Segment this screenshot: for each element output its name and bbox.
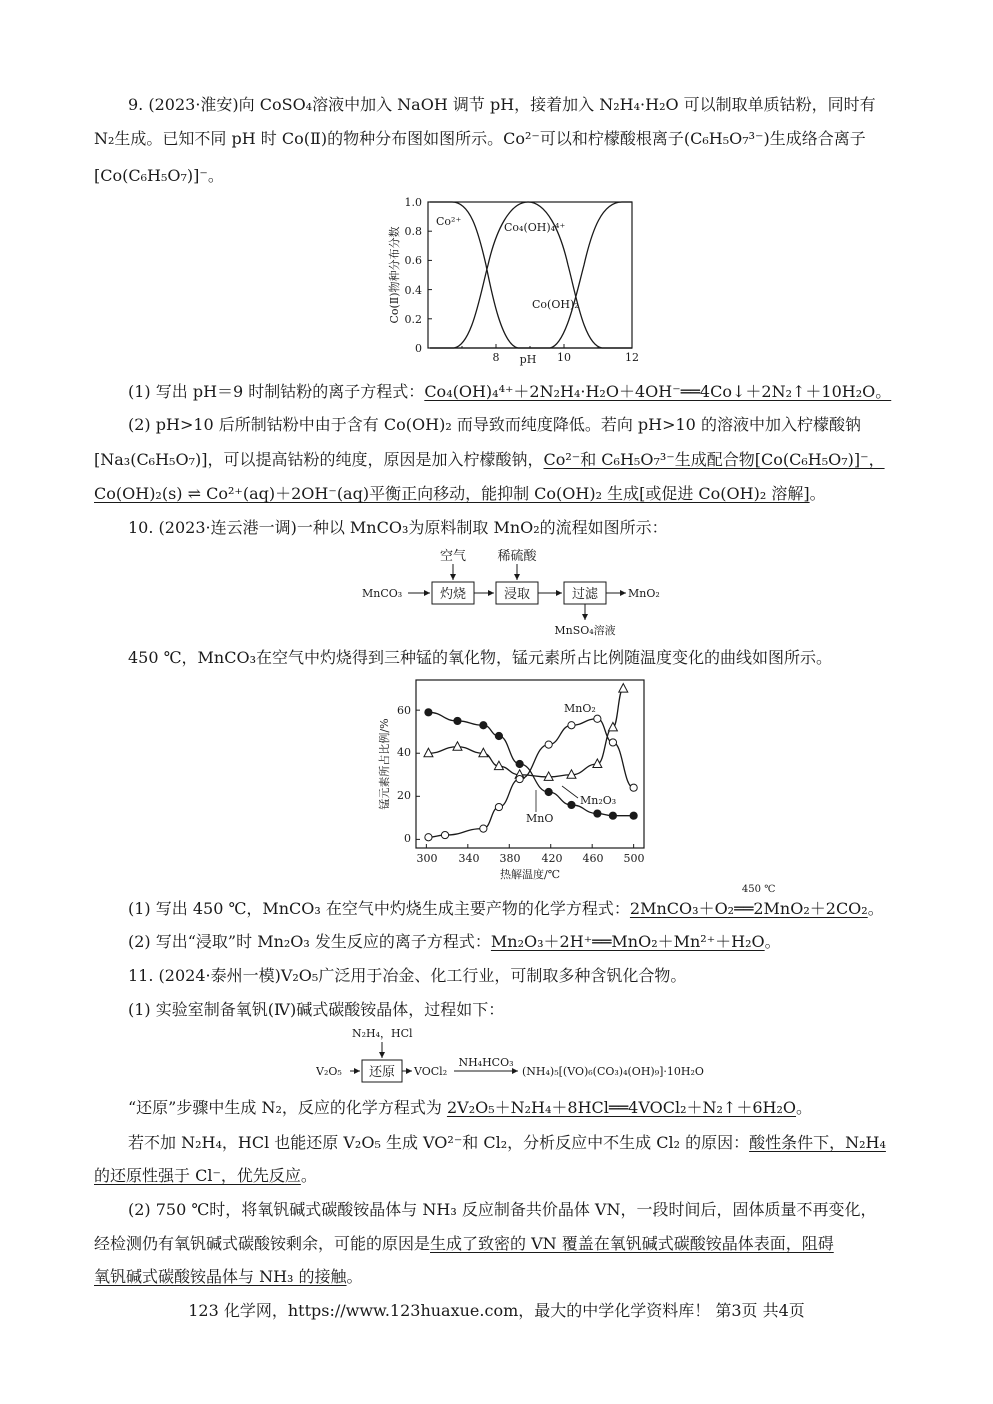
chart2-point-open-circle xyxy=(495,803,502,810)
q10-part1-suffix: 。 xyxy=(867,899,884,918)
q10-part2-suffix: 。 xyxy=(764,932,781,951)
mn-oxides-chart xyxy=(376,678,656,886)
chart2-point-filled-circle xyxy=(454,717,461,724)
flow1-step-roast: 灼烧 xyxy=(439,587,467,602)
q9-part1-answer: Co₄(OH)₄⁴⁺＋2N₂H₄·H₂O＋4OH⁻══4Co↓＋2N₂↑＋10H₂O。 xyxy=(424,382,892,401)
flow1-reagent-acid: 稀硫酸 xyxy=(497,549,537,564)
q11-nohcl-line2 xyxy=(94,1165,317,1187)
chart2-ylabel: 锰元素所占比例/% xyxy=(378,718,391,810)
chart1-label-co2: Co²⁺ xyxy=(436,215,462,228)
chart1-label-co4oh4: Co₄(OH)₄⁴⁺ xyxy=(504,221,566,234)
q9-part2-line3-suffix: 。 xyxy=(809,484,826,503)
q9-part1-prefix: (1) 写出 pH＝9 时制钴粉的离子方程式： xyxy=(128,382,425,401)
chart2-point-open-circle xyxy=(545,741,552,748)
q9-part2-line2 xyxy=(94,449,885,471)
chart1-xtick-12: 12 xyxy=(625,351,639,364)
q10-part2-answer: Mn₂O₃＋2H⁺══MnO₂＋Mn²⁺＋H₂O xyxy=(490,932,765,951)
q11-part2-line2-prefix: 经检测仍有氧钒碱式碳酸铵剩余，可能的原因是 xyxy=(94,1234,431,1253)
chart2-ytick-0: 0 xyxy=(404,832,411,845)
chart2-ytick-40: 40 xyxy=(397,746,411,759)
q9-part2-line2-answer: Co²⁻和 C₆H₅O₇³⁻生成配合物[Co(C₆H₅O₇)]⁻， xyxy=(543,450,885,469)
q9-intro-line2: N₂生成。已知不同 pH 时 Co(Ⅱ)的物种分布图如图所示。Co²⁻可以和柠檬酸根离子(C₆H₅O₇³⁻)生成络合离子 xyxy=(94,129,866,148)
flow2-output: (NH₄)₅[(VO)₆(CO₃)₄(OH)₉]·10H₂O xyxy=(522,1065,704,1078)
chart2-label-mn2o3: Mn₂O₃ xyxy=(580,794,617,807)
q11-part2-line3-suffix: 。 xyxy=(346,1267,363,1286)
flow1-step-filter: 过滤 xyxy=(571,587,599,602)
chart2-point-open-circle xyxy=(609,739,616,746)
flow2-reagent2: NH₄HCO₃ xyxy=(458,1056,514,1069)
q11-reduce-prefix: “还原”步骤中生成 N₂，反应的化学方程式为 xyxy=(128,1098,447,1117)
q9-part2-line1: (2) pH>10 后所制钴粉中由于含有 Co(OH)₂ 而导致而纯度降低。若向 pH>10 的溶液中加入柠檬酸钠 xyxy=(128,415,861,434)
q10-part1-prefix: (1) 写出 450 ℃，MnCO₃ 在空气中灼烧生成主要产物的化学方程式： xyxy=(128,899,630,918)
chart2-point-triangle xyxy=(619,684,628,693)
chart2-point-filled-circle xyxy=(609,812,616,819)
chart2-point-filled-circle xyxy=(545,788,552,795)
q10-intro: 10. (2023·连云港一调)一种以 MnCO₃为原料制取 MnO₂的流程如图所示： xyxy=(128,518,668,537)
chart1-ytick-4: 0.8 xyxy=(404,225,422,238)
chart1-label-cooh2: Co(OH)₂ xyxy=(532,298,579,311)
chart2-label-mno2: MnO₂ xyxy=(564,702,596,715)
q10-description: 450 ℃，MnCO₃在空气中灼烧得到三种锰的氧化物，锰元素所占比例随温度变化的曲线如图所示。 xyxy=(128,648,832,667)
chart2-point-open-circle xyxy=(480,825,487,832)
chart2-point-filled-circle xyxy=(568,801,575,808)
chart1-ytick-1: 0.2 xyxy=(404,313,422,326)
chart2-point-open-circle xyxy=(594,715,601,722)
q11-part2-line2-answer: 生成了致密的 VN 覆盖在氧钒碱式碳酸铵晶体表面，阻碍 xyxy=(430,1234,834,1253)
q11-reduce-answer: 2V₂O₅＋N₂H₄＋8HCl══4VOCl₂＋N₂↑＋6H₂O xyxy=(446,1098,797,1117)
q11-part2-line1: (2) 750 ℃时，将氧钒碱式碳酸铵晶体与 NH₃ 反应制备共价晶体 VN，一段时间后，固体质量不再变化， xyxy=(128,1200,877,1219)
q11-part2-line3 xyxy=(94,1266,363,1288)
q10-part1-answer: 2MnCO₃＋O₂══2MnO₂＋2CO₂ xyxy=(629,899,868,918)
chart2-point-filled-circle xyxy=(480,722,487,729)
chart2-xtick-500: 500 xyxy=(623,852,645,865)
chart1-ytick-0: 0 xyxy=(415,342,422,355)
q11-nohcl-suffix: 。 xyxy=(300,1166,317,1185)
chart1-ytick-2: 0.4 xyxy=(404,284,422,297)
flow2-mid: VOCl₂ xyxy=(414,1065,448,1078)
q11-part1: (1) 实验室制备氧钒(Ⅳ)碱式碳酸铵晶体，过程如下： xyxy=(128,1000,505,1019)
q9-part1 xyxy=(128,381,891,403)
q11-reduce-suffix: 。 xyxy=(796,1098,813,1117)
flow1-output: MnO₂ xyxy=(628,587,660,600)
q10-part2 xyxy=(128,931,781,953)
q10-part2-prefix: (2) 写出“浸取”时 Mn₂O₃ 发生反应的离子方程式： xyxy=(128,932,491,951)
chart2-xlabel: 热解温度/℃ xyxy=(499,868,561,881)
q11-nohcl-answer2: 的还原性强于 Cl⁻，优先反应 xyxy=(94,1166,301,1185)
q10-part1 xyxy=(128,884,884,920)
q11-intro: 11. (2024·泰州一模)V₂O₅广泛用于冶金、化工行业，可制取多种含钒化合物。 xyxy=(128,966,687,985)
q9-part2-line2-prefix: [Na₃(C₆H₅O₇)]，可以提高钴粉的纯度，原因是加入柠檬酸钠， xyxy=(94,450,544,469)
chart2-point-filled-circle xyxy=(594,810,601,817)
q9-intro-line3: [Co(C₆H₅O₇)]⁻。 xyxy=(94,166,224,185)
q9-part2-line3 xyxy=(94,483,826,505)
chart2-xtick-460: 460 xyxy=(582,852,604,865)
chart1-xtick-8: 8 xyxy=(492,351,500,364)
q11-reduce-equation xyxy=(128,1097,812,1119)
q11-nohcl-line1 xyxy=(128,1132,886,1154)
chart2-point-filled-circle xyxy=(516,760,523,767)
chart1-ytick-3: 0.6 xyxy=(404,254,422,267)
chart2-xtick-420: 420 xyxy=(541,852,563,865)
chart1-ytick-5: 1.0 xyxy=(404,196,422,209)
chart2-point-open-circle xyxy=(630,784,637,791)
chart2-point-open-circle xyxy=(568,722,575,729)
chart1-ylabel: Co(Ⅱ)物种分布分数 xyxy=(388,226,401,324)
co-species-chart xyxy=(370,195,670,367)
chart2-xtick-380: 380 xyxy=(499,852,521,865)
chart2-point-filled-circle xyxy=(630,812,637,819)
flow2-step-reduce: 还原 xyxy=(368,1065,396,1080)
chart2-ytick-60: 60 xyxy=(397,704,411,717)
chart2-point-triangle xyxy=(608,722,617,731)
q9-intro-line1: 9. (2023·淮安)向 CoSO₄溶液中加入 NaOH 调节 pH，接着加入 N₂H₄·H₂O 可以制取单质钴粉，同时有 xyxy=(128,95,876,114)
q11-nohcl-answer1: 酸性条件下，N₂H₄ xyxy=(749,1133,886,1152)
chart2-point-filled-circle xyxy=(495,732,502,739)
chart2-point-open-circle xyxy=(425,834,432,841)
chart2-ytick-20: 20 xyxy=(397,789,411,802)
flow1-step-leach: 浸取 xyxy=(503,587,531,602)
chart2-point-triangle xyxy=(453,742,462,751)
page-footer: 123 化学网，https://www.123huaxue.com，最大的中学化学资料库！ 第3页 共4页 xyxy=(188,1301,805,1320)
q9-part2-line3-answer: Co(OH)₂(s) ⇌ Co²⁺(aq)＋2OH⁻(aq)平衡正向移动，能抑制 Co(OH)₂ 生成[或促进 Co(OH)₂ 溶解] xyxy=(94,484,810,503)
flow2-reagent: N₂H₄，HCl xyxy=(352,1027,413,1040)
chart1-xlabel: pH xyxy=(519,353,537,366)
q11-part2-line2 xyxy=(94,1233,834,1255)
chart2-label-mno: MnO xyxy=(526,812,554,825)
chart2-point-open-circle xyxy=(516,775,523,782)
q10-part1-condition: 450 ℃ xyxy=(741,884,776,895)
chart2-xtick-300: 300 xyxy=(416,852,438,865)
q11-part2-line3-answer: 氧钒碱式碳酸铵晶体与 NH₃ 的接触 xyxy=(94,1267,347,1286)
flow2-input: V₂O₅ xyxy=(316,1065,342,1078)
mno2-flow-diagram xyxy=(362,546,672,641)
chart2-xtick-340: 340 xyxy=(458,852,480,865)
vanadium-flow-diagram xyxy=(316,1026,716,1086)
q11-nohcl-prefix: 若不加 N₂H₄，HCl 也能还原 V₂O₅ 生成 VO²⁻和 Cl₂，分析反应中不生成 Cl₂ 的原因： xyxy=(128,1133,750,1152)
chart2-point-open-circle xyxy=(441,831,448,838)
chart2-point-filled-circle xyxy=(425,709,432,716)
chart1-xtick-10: 10 xyxy=(557,351,571,364)
flow1-input: MnCO₃ xyxy=(362,587,403,600)
chart2-point-triangle xyxy=(544,772,553,781)
flow1-byproduct: MnSO₄溶液 xyxy=(554,624,616,637)
flow1-reagent-air: 空气 xyxy=(439,549,467,564)
